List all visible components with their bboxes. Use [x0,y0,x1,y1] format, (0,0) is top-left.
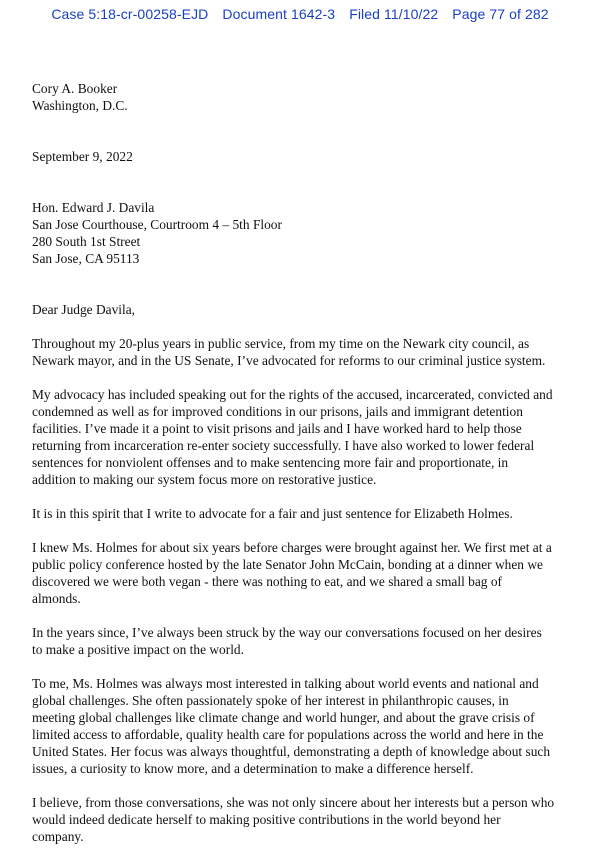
recipient-address [32,199,580,267]
letter-date: September 9, 2022 [32,149,133,164]
paragraph: I knew Ms. Holmes for about six years before charges were brought against her. We first met at a public policy conference hosted by the late Senator John McCain, bonding at a dinner when we discovered we were both vegan - there was nothing to eat, and we shared a small bag of almonds. [32,540,552,606]
paragraph: In the years since, I’ve always been struck by the way our conversations focused on her desires to make a positive impact on the world. [32,625,542,657]
sender-name: Cory A. Booker [32,81,118,96]
letter-body [32,80,580,862]
recipient-line: San Jose Courthouse, Courtroom 4 – 5th Floor [32,217,282,232]
case-number: Case 5:18-cr-00258-EJD [51,6,209,22]
salutation: Dear Judge Davila, [32,302,135,317]
document-number: Document 1642-3 [222,6,336,22]
court-filing-header [0,6,600,22]
paragraph: To me, Ms. Holmes was always most interested in talking about world events and national and global challenges. She often passionately spoke of her interest in philanthropic causes, in meeting global challenges like climate change and world hunger, and about the grave crisis of limited access to affordable, quality health care for populations across the world and here in the United States. Her focus was always thoughtful, demonstrating a depth of knowledge about such issues, a curiosity to know more, and a determination to make a difference herself. [32,676,551,776]
recipient-line: San Jose, CA 95113 [32,251,140,266]
paragraph: Throughout my 20-plus years in public service, from my time on the Newark city council, as Newark mayor, and in the US Senate, I’ve advocated for reforms to our criminal justice system. [32,336,546,368]
sender-block [32,80,580,114]
paragraph: I believe, from those conversations, she was not only sincere about her interests but a person who would indeed dedicate herself to making positive contributions in the world beyond her company. [32,795,555,844]
sender-location: Washington, D.C. [32,98,128,113]
page-number: Page 77 of 282 [452,6,549,22]
recipient-line: 280 South 1st Street [32,234,141,249]
recipient-line: Hon. Edward J. Davila [32,200,155,215]
paragraph: It is in this spirit that I write to advocate for a fair and just sentence for Elizabeth Holmes. [32,506,513,521]
paragraph: My advocacy has included speaking out for the rights of the accused, incarcerated, convicted and condemned as well as for improved conditions in our prisons, jails and immigrant detention facilities. I’ve made it a point to visit prisons and jails and I have worked hard to help those returning from incarceration re-enter society successfully. I have also worked to lower federal sentences for nonviolent offenses and to make sentencing more fair and proportionate, in addition to making our system focus more on restorative justice. [32,387,553,487]
filed-date: Filed 11/10/22 [349,6,439,22]
